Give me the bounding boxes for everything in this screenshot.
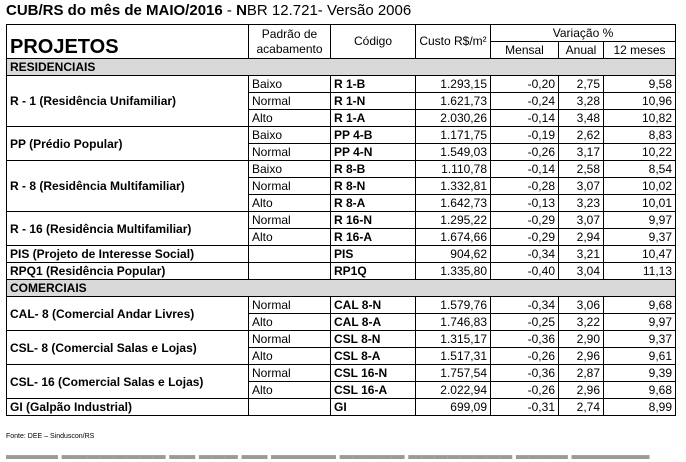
padrao-cell: Baixo [249,127,331,144]
mensal-cell: -0,31 [491,399,559,416]
padrao-cell: Alto [249,229,331,246]
anual-cell: 3,28 [559,93,604,110]
table-row [7,212,676,229]
meses12-cell: 8,99 [604,399,676,416]
meses12-cell: 9,97 [604,314,676,331]
header-12meses: 12 meses [604,42,676,59]
meses12-cell: 9,58 [604,76,676,93]
title-part1: CUB/RS do mês de MAIO/2016 [6,2,223,19]
anual-cell: 3,06 [559,297,604,314]
mensal-cell: -0,28 [491,178,559,195]
meses12-cell: 11,13 [604,263,676,280]
padrao-cell: Normal [249,93,331,110]
meses12-cell: 9,37 [604,331,676,348]
mensal-cell: -0,14 [491,161,559,178]
codigo-cell: CSL 16-A [331,382,416,399]
meses12-cell: 10,47 [604,246,676,263]
header-projetos: PROJETOS [7,25,249,59]
anual-cell: 2,87 [559,365,604,382]
anual-cell: 3,17 [559,144,604,161]
codigo-cell: CSL 16-N [331,365,416,382]
table-row [7,161,676,178]
anual-cell: 2,90 [559,331,604,348]
project-name: CSL- 8 (Comercial Salas e Lojas) [7,331,249,365]
header-custo: Custo R$/m² [416,25,491,59]
meses12-cell: 9,37 [604,229,676,246]
codigo-cell: R 1-A [331,110,416,127]
meses12-cell: 10,22 [604,144,676,161]
meses12-cell: 10,96 [604,93,676,110]
cutoff-text-line: ▬▬▬▬ ▬▬▬▬▬▬▬▬ ▬▬ ▬▬▬ ▬▬ ▬▬▬▬▬ ▬▬▬▬▬ ▬▬▬▬▬▬▬▬ ▬▬▬▬ ▬▬▬▬▬▬ [6,447,650,462]
anual-cell: 2,62 [559,127,604,144]
table-row [7,331,676,348]
meses12-cell: 9,97 [604,212,676,229]
mensal-cell: -0,13 [491,195,559,212]
table-row [7,246,676,263]
codigo-cell: R 16-N [331,212,416,229]
codigo-cell: CSL 8-A [331,348,416,365]
mensal-cell: -0,26 [491,144,559,161]
project-name: CAL- 8 (Comercial Andar Livres) [7,297,249,331]
codigo-cell: CAL 8-N [331,297,416,314]
padrao-cell [249,263,331,280]
padrao-cell: Alto [249,348,331,365]
padrao-cell: Normal [249,365,331,382]
mensal-cell: -0,24 [491,93,559,110]
padrao-cell: Alto [249,195,331,212]
codigo-cell: PP 4-B [331,127,416,144]
anual-cell: 3,21 [559,246,604,263]
project-name: RPQ1 (Residência Popular) [7,263,249,280]
codigo-cell: PIS [331,246,416,263]
project-name: CSL- 16 (Comercial Salas e Lojas) [7,365,249,399]
section-row [7,59,676,76]
mensal-cell: -0,40 [491,263,559,280]
custo-cell: 1.171,75 [416,127,491,144]
codigo-cell: R 8-N [331,178,416,195]
custo-cell: 1.332,81 [416,178,491,195]
anual-cell: 3,22 [559,314,604,331]
custo-cell: 2.030,26 [416,110,491,127]
mensal-cell: -0,20 [491,76,559,93]
mensal-cell: -0,29 [491,212,559,229]
padrao-cell [249,246,331,263]
custo-cell: 1.315,17 [416,331,491,348]
header-padrao: Padrão de acabamento [249,25,331,59]
mensal-cell: -0,26 [491,348,559,365]
custo-cell: 699,09 [416,399,491,416]
padrao-cell [249,399,331,416]
mensal-cell: -0,14 [491,110,559,127]
meses12-cell: 8,83 [604,127,676,144]
title-rest: BR 12.721- Versão 2006 [246,2,412,19]
table-row [7,127,676,144]
padrao-cell: Normal [249,144,331,161]
table-row [7,297,676,314]
mensal-cell: -0,36 [491,331,559,348]
anual-cell: 2,96 [559,382,604,399]
meses12-cell: 10,01 [604,195,676,212]
table-row [7,365,676,382]
anual-cell: 3,07 [559,212,604,229]
mensal-cell: -0,25 [491,314,559,331]
source-note: Fonte: DEE – Sinduscon/RS [6,433,95,440]
meses12-cell: 10,82 [604,110,676,127]
codigo-cell: GI [331,399,416,416]
project-name: PP (Prédio Popular) [7,127,249,161]
meses12-cell: 9,61 [604,348,676,365]
mensal-cell: -0,34 [491,297,559,314]
project-name: R - 16 (Residência Multifamiliar) [7,212,249,246]
anual-cell: 2,58 [559,161,604,178]
mensal-cell: -0,29 [491,229,559,246]
codigo-cell: R 1-N [331,93,416,110]
codigo-cell: CAL 8-A [331,314,416,331]
padrao-cell: Baixo [249,161,331,178]
custo-cell: 1.642,73 [416,195,491,212]
project-name: GI (Galpão Industrial) [7,399,249,416]
header-variacao: Variação % [491,25,676,42]
custo-cell: 904,62 [416,246,491,263]
title-sep: - [222,2,237,19]
codigo-cell: R 1-B [331,76,416,93]
anual-cell: 3,07 [559,178,604,195]
codigo-cell: CSL 8-N [331,331,416,348]
padrao-cell: Normal [249,297,331,314]
title-part2: N [236,2,247,19]
custo-cell: 1.110,78 [416,161,491,178]
meses12-cell: 8,54 [604,161,676,178]
header-mensal: Mensal [491,42,559,59]
anual-cell: 3,48 [559,110,604,127]
padrao-cell: Alto [249,382,331,399]
meses12-cell: 9,39 [604,365,676,382]
meses12-cell: 10,02 [604,178,676,195]
padrao-cell: Baixo [249,76,331,93]
anual-cell: 2,96 [559,348,604,365]
project-name: R - 8 (Residência Multifamiliar) [7,161,249,212]
custo-cell: 1.335,80 [416,263,491,280]
custo-cell: 1.295,22 [416,212,491,229]
custo-cell: 1.579,76 [416,297,491,314]
section-label: RESIDENCIAIS [7,59,676,76]
section-row [7,280,676,297]
codigo-cell: RP1Q [331,263,416,280]
anual-cell: 3,23 [559,195,604,212]
header-codigo: Código [331,25,416,59]
mensal-cell: -0,36 [491,365,559,382]
custo-cell: 2.022,94 [416,382,491,399]
table-row [7,399,676,416]
project-name: R - 1 (Residência Unifamiliar) [7,76,249,127]
codigo-cell: PP 4-N [331,144,416,161]
anual-cell: 2,74 [559,399,604,416]
mensal-cell: -0,34 [491,246,559,263]
custo-cell: 1.746,83 [416,314,491,331]
anual-cell: 2,75 [559,76,604,93]
custo-cell: 1.621,73 [416,93,491,110]
project-name: PIS (Projeto de Interesse Social) [7,246,249,263]
meses12-cell: 9,68 [604,297,676,314]
padrao-cell: Normal [249,212,331,229]
custo-cell: 1.293,15 [416,76,491,93]
cub-table [6,24,676,416]
mensal-cell: -0,19 [491,127,559,144]
table-row [7,76,676,93]
anual-cell: 3,04 [559,263,604,280]
padrao-cell: Normal [249,331,331,348]
custo-cell: 1.674,66 [416,229,491,246]
table-row [7,263,676,280]
custo-cell: 1.517,31 [416,348,491,365]
padrao-cell: Alto [249,314,331,331]
section-label: COMERCIAIS [7,280,676,297]
padrao-cell: Alto [249,110,331,127]
codigo-cell: R 8-B [331,161,416,178]
codigo-cell: R 8-A [331,195,416,212]
codigo-cell: R 16-A [331,229,416,246]
document-title [6,2,411,19]
meses12-cell: 9,68 [604,382,676,399]
padrao-cell: Normal [249,178,331,195]
custo-cell: 1.757,54 [416,365,491,382]
header-anual: Anual [559,42,604,59]
anual-cell: 2,94 [559,229,604,246]
mensal-cell: -0,26 [491,382,559,399]
custo-cell: 1.549,03 [416,144,491,161]
